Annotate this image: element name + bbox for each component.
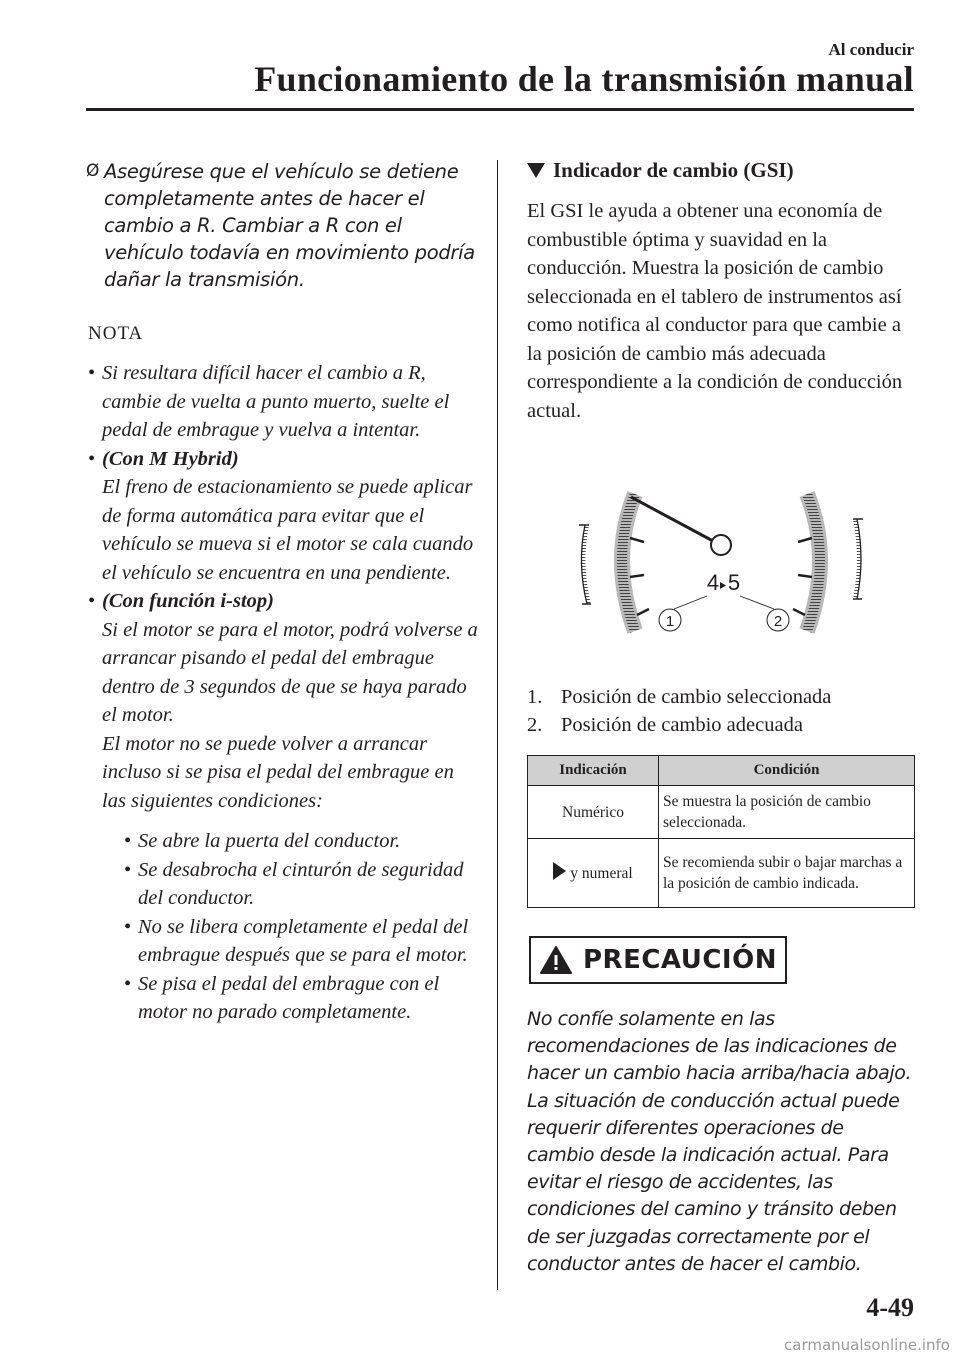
section-label: Al conducir — [828, 40, 914, 59]
table-cell-indication — [528, 839, 659, 908]
current-gear-label: 4 — [706, 570, 720, 595]
dial-mark — [637, 609, 649, 615]
header-rule — [86, 108, 914, 111]
warning-triangle-icon — [539, 945, 573, 975]
legend-item — [527, 711, 915, 739]
page-number: 4-49 — [866, 1293, 914, 1322]
sub-bullet — [122, 970, 481, 1027]
triangle-down-icon — [527, 163, 545, 178]
note-bullet-list — [86, 359, 481, 1027]
note-heading: NOTA — [88, 323, 144, 344]
note-bullet-label: (Con función i-stop) — [102, 590, 274, 612]
bullet-dot-icon: • — [124, 915, 132, 938]
note-bullet — [86, 445, 481, 588]
table-row — [528, 786, 915, 839]
sub-bullet-list — [102, 827, 481, 1027]
bullet-dot-icon: • — [124, 858, 132, 881]
dial-mark — [798, 538, 812, 542]
section-heading-text: Indicador de cambio (GSI) — [553, 158, 794, 182]
note-bullet-text: Si resultara difícil hacer el cambio a R, cambie de vuelta a punto muerto, suelte el pedal de embrague y vuelva a intentar. — [102, 362, 450, 441]
dial-mark — [793, 609, 805, 615]
page-title: Funcionamiento de la transmisión manual — [254, 59, 914, 99]
table-cell-indication: Numérico — [528, 786, 659, 839]
arrow-bullet-icon: Ø — [86, 161, 100, 181]
note-bullet-text: Si el motor se para el motor, podrá volverse a arrancar pisando el pedal del embrague dentro de 3 segundos de que se haya parado el motor. — [102, 618, 478, 726]
suggested-gear-label: 5 — [727, 570, 741, 595]
dial-mark — [630, 538, 644, 542]
table-header-row — [528, 756, 915, 786]
legend-number: 2. — [527, 714, 543, 736]
indication-text: y numeral — [570, 865, 633, 882]
warning-text: Asegúrese que el vehículo se detiene completamente antes de hacer el cambio a R. Cambiar a R con el vehículo todavía en movimiento podría dañar la transmisión. — [104, 160, 475, 291]
caution-text: No confíe solamente en las recomendaciones de las indicaciones de hacer un cambio hacia arriba/hacia abajo. La situación de conducción actual puede requerir diferentes operaciones de cambio desde la indicación actual. Para evitar el riesgo de accidentes, las condiciones del camino y tránsito deben de ser juzgadas correctamente por el conductor antes de hacer el cambio. — [527, 1008, 912, 1275]
table-cell-condition: Se muestra la posición de cambio seleccionada. — [659, 786, 915, 839]
caution-banner — [529, 936, 787, 984]
sub-bullet — [122, 913, 481, 970]
right-column — [527, 158, 915, 1278]
callout-1-label: 1 — [665, 613, 675, 630]
note-bullet-text: El motor no se puede volver a arrancar incluso si se pisa el pedal del embrague en las siguientes condiciones: — [102, 732, 454, 812]
note-bullet — [86, 587, 481, 1027]
right-scale-ticks — [853, 519, 861, 599]
note-bullet-label: (Con M Hybrid) — [102, 447, 239, 470]
gauge-illustration — [527, 439, 915, 679]
gauge-figure — [527, 439, 915, 679]
bullet-dot-icon: • — [124, 972, 132, 995]
watermark: carmanualsonline.info — [784, 1336, 950, 1354]
bullet-dot-icon: • — [88, 447, 96, 470]
sub-bullet-text: No se libera completamente el pedal del embrague después que se para el motor. — [138, 915, 469, 966]
callout-2-label: 2 — [773, 613, 783, 630]
sub-bullet — [122, 856, 481, 913]
note-bullet-text: El freno de estacionamiento se puede aplicar de forma automática para evitar que el vehículo se mueva si el motor se cala cuando el vehículo se encuentra en una pendiente. — [102, 476, 474, 584]
table-cell-condition: Se recomienda subir o bajar marchas a la posición de cambio indicada. — [659, 839, 915, 908]
figure-legend — [527, 683, 915, 739]
gauge-needle — [631, 497, 713, 541]
table-header-cell: Indicación — [528, 756, 659, 786]
callout-line-1 — [674, 596, 707, 609]
caution-title: PRECAUCIÓN — [583, 945, 777, 975]
table-row — [528, 839, 915, 908]
sub-bullet — [122, 827, 481, 856]
table-header-cell: Condición — [659, 756, 915, 786]
sub-bullet-text: Se abre la puerta del conductor. — [138, 830, 401, 852]
sub-bullet-text: Se pisa el pedal del embrague con el motor no parado completamente. — [138, 972, 440, 1023]
dial-mark — [630, 575, 644, 577]
legend-text: Posición de cambio seleccionada — [561, 686, 832, 708]
dial-mark — [798, 575, 812, 577]
sub-bullet-text: Se desabrocha el cinturón de seguridad del conductor. — [138, 858, 464, 909]
shift-arrow-icon — [553, 862, 566, 880]
callout-line-2 — [740, 596, 774, 609]
column-divider — [497, 160, 498, 1290]
gsi-indication-table — [527, 755, 915, 908]
needle-hub — [711, 535, 731, 555]
upshift-arrow-icon — [720, 582, 726, 589]
note-bullet — [86, 359, 481, 445]
section-heading — [527, 158, 915, 183]
bullet-dot-icon: • — [88, 590, 96, 612]
intro-paragraph: El GSI le ayuda a obtener una economía de combustible óptima y suavidad en la conducción. Muestra la posición de cambio seleccionada en el tablero de instrumentos así como notifica al conductor para que cambie a la posición de cambio más adecuada correspondiente a la condición de conducción actual. — [527, 200, 903, 422]
left-column — [86, 158, 481, 1027]
legend-number: 1. — [527, 686, 543, 708]
bullet-dot-icon: • — [124, 830, 132, 852]
warning-note — [86, 158, 481, 293]
bullet-dot-icon: • — [88, 362, 96, 384]
legend-item — [527, 683, 915, 711]
legend-text: Posición de cambio adecuada — [561, 714, 803, 736]
